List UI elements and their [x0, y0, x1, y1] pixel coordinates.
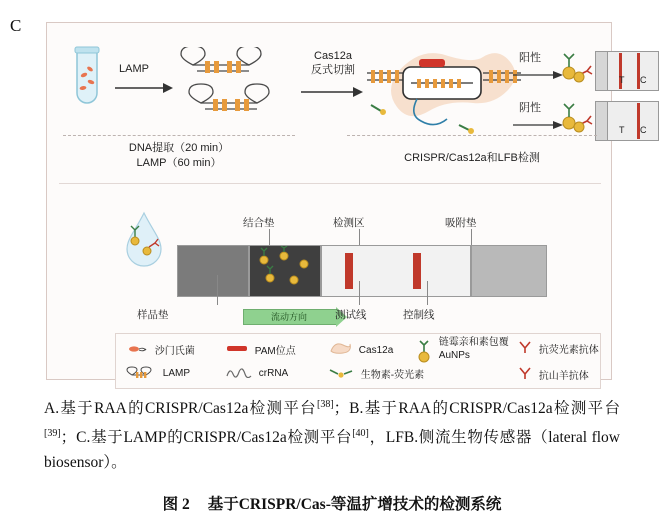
cas12a-cleavage-label [299, 49, 367, 77]
left-caption-line1: DNA提取（20 min） [128, 142, 230, 154]
left-section-caption [63, 141, 295, 171]
caption-sep-a: ；B.基于RAA的 [333, 400, 450, 418]
legend-label-aunp-line2: AuNPs [438, 350, 470, 361]
test-line-band [345, 253, 353, 289]
salmonella-icon [126, 342, 148, 357]
aunp-conjugate-negative-icon [555, 101, 595, 137]
legend-item-biotin-fluorescein [328, 366, 424, 381]
test-line-label: 测试线 [335, 309, 367, 321]
legend-label-cas12a: Cas12a [358, 345, 394, 356]
conjugate-pad-segment [249, 245, 321, 297]
svg-text:C: C [640, 75, 647, 85]
legend-label-anti-goat: 抗山羊抗体 [538, 371, 589, 382]
caption-sep-c: ，LFB.侧流生物传感器（lateral flow biosensor）。 [44, 429, 620, 472]
aunp-conjugate-positive-icon [555, 51, 595, 87]
legend-item-anti-goat [518, 366, 589, 383]
figure-title [44, 492, 620, 514]
anti-fluorescein-antibody-icon [518, 340, 532, 357]
absorbent-pad-segment [471, 245, 547, 297]
negative-label: 阴性 [519, 102, 541, 114]
legend-label-crrna: crRNA [258, 368, 289, 379]
absorbent-pad-leader [471, 229, 472, 245]
legend-item-pam [226, 342, 296, 357]
pam-site-icon [226, 343, 248, 356]
caption-text-b: CRISPR/Cas12a检测平台 [449, 400, 620, 418]
svg-text:C: C [640, 125, 647, 135]
cas12a-label-line2: 反式切割 [311, 64, 355, 76]
legend-label-pam: PAM位点 [254, 346, 296, 357]
detection-zone-segment [321, 245, 471, 297]
caption-sup-b: [39] [44, 428, 61, 440]
figure-title-text: 基于CRISPR/Cas-等温扩增技术的检测系统 [207, 496, 502, 513]
sample-pad-label: 样品垫 [137, 309, 169, 321]
cas12a-complex-icon [363, 39, 523, 149]
sample-droplet-icon [121, 209, 167, 273]
lamp-icon [126, 366, 156, 381]
legend-item-salmonella [126, 342, 195, 357]
test-line-leader [359, 281, 360, 305]
control-line-leader [427, 281, 428, 305]
sample-pad-leader [217, 275, 218, 305]
svg-text:T: T [619, 125, 625, 135]
figure-number: 图 2 [162, 496, 190, 513]
figure-caption [44, 392, 620, 475]
svg-text:T: T [619, 75, 625, 85]
right-section-divider [347, 135, 597, 136]
legend-label-salmonella: 沙门氏菌 [154, 346, 195, 357]
right-section-caption: CRISPR/Cas12a和LFB检测 [404, 152, 540, 164]
legend-item-anti-fluorescein [518, 340, 599, 357]
cas12a-icon [328, 342, 352, 359]
legend-box [115, 333, 601, 389]
lfb-strip-negative [595, 101, 659, 141]
legend-label-biotin-fluorescein: 生物素-荧光素 [360, 370, 425, 381]
cas12a-label-line1: Cas12a [314, 50, 352, 62]
crrna-icon [226, 366, 252, 381]
section-separator [59, 183, 601, 184]
lamp-arrow-label: LAMP [119, 63, 149, 75]
caption-sep-b: ；C.基于LAMP的CRISPR/Cas12a检 [60, 429, 304, 447]
legend-item-crrna [226, 366, 288, 381]
lamp-product-icon [175, 47, 295, 133]
legend-label-anti-fluorescein: 抗荧光素抗体 [538, 345, 599, 356]
legend-label-aunp-line1: 链霉亲和素包覆 [438, 337, 509, 348]
legend-label-aunp [439, 336, 509, 362]
left-section-divider [63, 135, 295, 136]
conjugate-pad-leader [269, 229, 270, 245]
caption-sup-c: [40] [352, 428, 369, 440]
figure-panel-c [46, 22, 647, 382]
control-line-label: 控制线 [403, 309, 435, 321]
sample-pad-segment [177, 245, 249, 297]
caption-sup-a: [38] [317, 399, 334, 410]
anti-mouse-antibody-icon [518, 366, 532, 383]
legend-label-lamp: LAMP [162, 368, 191, 379]
detection-zone-label: 检测区 [333, 217, 365, 229]
biotin-fluorescein-icon [328, 366, 354, 381]
conjugate-pad-label: 结合垫 [243, 217, 275, 229]
control-line-band [413, 253, 421, 289]
positive-label: 阳性 [519, 52, 541, 64]
arrow-cas12a-icon [299, 79, 365, 105]
absorbent-pad-label: 吸附垫 [445, 217, 477, 229]
sample-tube-icon [65, 45, 109, 119]
detection-zone-leader [359, 229, 360, 245]
legend-item-lamp [126, 366, 190, 381]
left-caption-line2: LAMP（60 min） [136, 157, 222, 169]
flow-direction-label: 流动方向 [270, 312, 307, 322]
lateral-flow-strip [177, 245, 547, 297]
arrow-lamp-icon [113, 75, 175, 101]
caption-text-c: 测平台 [303, 429, 353, 447]
panel-letter: C [10, 16, 22, 35]
legend-item-aunp [416, 336, 509, 370]
legend-item-cas12a [328, 342, 393, 359]
caption-text-a: A.基于RAA的CRISPR/Cas12a检测平台 [44, 400, 317, 418]
lfb-strip-positive [595, 51, 659, 91]
